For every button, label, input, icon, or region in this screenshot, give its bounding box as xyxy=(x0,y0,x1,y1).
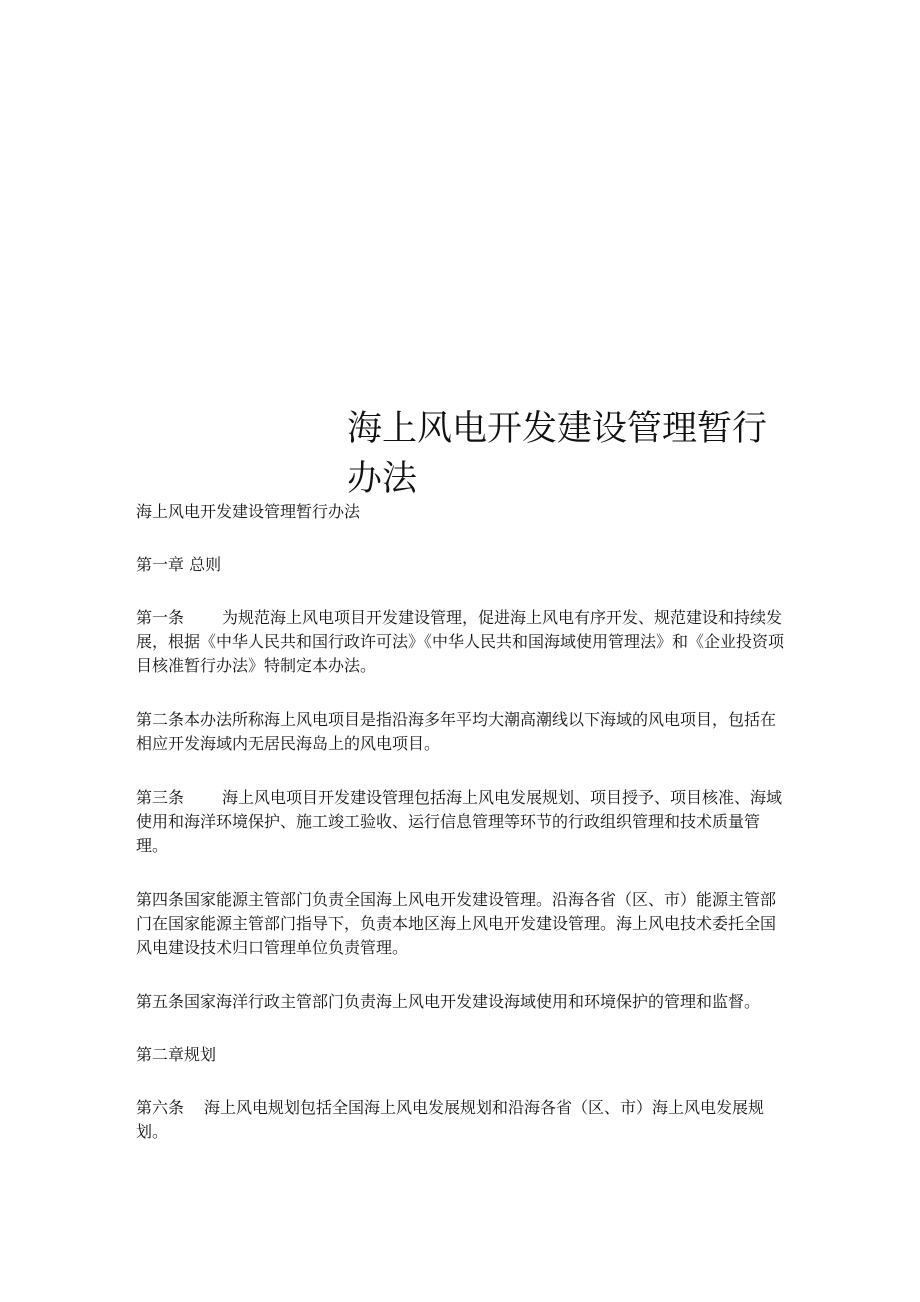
article-2-label: 第二条 xyxy=(136,710,185,729)
document-body xyxy=(136,500,791,1174)
article-6-text: 海上风电规划包括全国海上风电发展规划和沿海各省（区、市）海上风电发展规划。 xyxy=(136,1098,765,1141)
article-6-label: 第六条 xyxy=(136,1098,185,1117)
document-subtitle: 海上风电开发建设管理暂行办法 xyxy=(136,502,361,521)
article-4-label: 第四条 xyxy=(136,890,185,909)
article-1-text: 为规范海上风电项目开发建设管理，促进海上风电有序开发、规范建设和持续发展，根据《中华人民共和国行政许可法》《中华人民共和国海域使用管理法》和《企业投资项目核准暂行办法》特制定本办法。 xyxy=(136,608,785,675)
article-5 xyxy=(136,990,791,1014)
article-4 xyxy=(136,888,791,960)
article-2 xyxy=(136,708,791,756)
article-5-text: 国家海洋行政主管部门负责海上风电开发建设海域使用和环境保护的管理和监督。 xyxy=(184,992,761,1011)
article-6 xyxy=(136,1096,791,1144)
article-3 xyxy=(136,786,791,858)
article-3-text: 海上风电项目开发建设管理包括海上风电发展规划、项目授予、项目核准、海域使用和海洋环境保护、施工竣工验收、运行信息管理等环节的行政组织管理和技术质量管理。 xyxy=(136,788,783,855)
chapter-1-heading: 第一章 总则 xyxy=(136,555,222,574)
article-2-text: 本办法所称海上风电项目是指沿海多年平均大潮高潮线以下海域的风电项目，包括在相应开发海域内无居民海岛上的风电项目。 xyxy=(136,710,777,753)
article-4-text: 国家能源主管部门负责全国海上风电开发建设管理。沿海各省（区、市）能源主管部门在国家能源主管部门指导下，负责本地区海上风电开发建设管理。海上风电技术委托全国风电建设技术归口管理单位负责管理。 xyxy=(136,890,777,957)
article-3-label: 第三条 xyxy=(136,788,185,807)
article-5-label: 第五条 xyxy=(136,992,185,1011)
document-title: 海上风电开发建设管理暂行办法 xyxy=(347,409,768,499)
article-1-label: 第一条 xyxy=(136,608,185,627)
chapter-2-heading: 第二章规划 xyxy=(136,1045,217,1064)
article-1 xyxy=(136,606,791,678)
